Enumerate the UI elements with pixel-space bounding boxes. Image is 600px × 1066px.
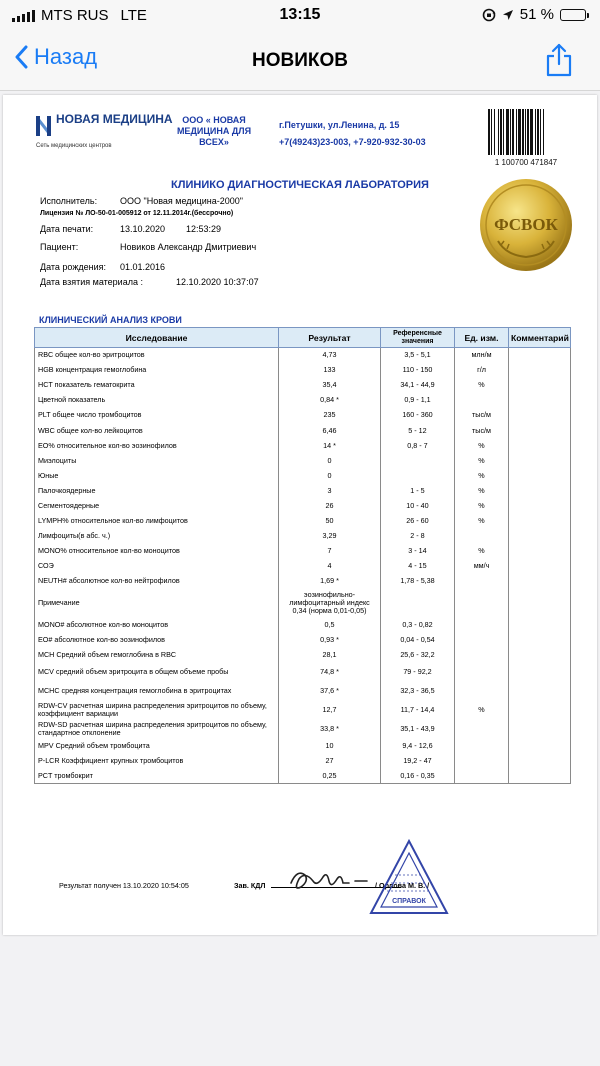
comment-cell — [509, 378, 571, 393]
reference-cell: 11,7 - 14,4 — [381, 700, 455, 719]
reference-cell: 25,6 - 32,2 — [381, 647, 455, 662]
print-date-label: Дата печати: — [40, 224, 94, 234]
result-cell: 235 — [279, 408, 381, 423]
back-button-label: Назад — [34, 44, 98, 69]
page-title: НОВИКОВ — [252, 50, 348, 71]
share-icon[interactable] — [544, 42, 574, 78]
comment-cell — [509, 363, 571, 378]
barcode-bar — [540, 109, 541, 155]
test-name-cell: RBC общее кол-во эритроцитов — [35, 348, 279, 363]
carrier-label: MTS RUS — [41, 7, 109, 24]
reference-cell: 32,3 - 36,5 — [381, 681, 455, 700]
reference-cell: 79 - 92,2 — [381, 662, 455, 681]
test-name-cell: LYMPH% относительное кол-во лимфоцитов — [35, 514, 279, 529]
test-name-cell: P-LCR Коэффициент крупных тромбоцитов — [35, 753, 279, 768]
result-cell: 4,73 — [279, 348, 381, 363]
result-cell: 133 — [279, 363, 381, 378]
table-row — [35, 529, 571, 544]
reference-cell — [381, 589, 455, 617]
reference-cell: 1 - 5 — [381, 483, 455, 498]
reference-cell — [381, 453, 455, 468]
section-title: КЛИНИЧЕСКИЙ АНАЛИЗ КРОВИ — [39, 315, 182, 325]
network-label: LTE — [120, 7, 147, 24]
header-unit: Ед. изм. — [455, 328, 509, 348]
barcode-bar — [537, 109, 539, 155]
header-test: Исследование — [35, 328, 279, 348]
result-cell: 74,8 * — [279, 662, 381, 681]
unit-cell — [455, 589, 509, 617]
comment-cell — [509, 719, 571, 738]
reference-cell — [381, 468, 455, 483]
reference-cell: 3,5 - 5,1 — [381, 348, 455, 363]
table-row — [35, 574, 571, 589]
table-row — [35, 662, 571, 681]
result-cell: 33,8 * — [279, 719, 381, 738]
result-cell: 7 — [279, 544, 381, 559]
barcode-bar — [525, 109, 526, 155]
status-bar — [0, 0, 600, 34]
test-name-cell: Лимфоциты(в абс. ч.) — [35, 529, 279, 544]
license-text: Лицензия № ЛО-50-01-005912 от 12.11.2014г.(бессрочно) — [40, 210, 234, 217]
comment-cell — [509, 529, 571, 544]
print-date-row — [40, 224, 222, 234]
table-row — [35, 647, 571, 662]
unit-cell: % — [455, 453, 509, 468]
comment-cell — [509, 738, 571, 753]
table-row — [35, 363, 571, 378]
barcode-bar — [527, 109, 529, 155]
reference-cell: 5 - 12 — [381, 423, 455, 438]
patient-row — [40, 242, 257, 252]
sample-date-label: Дата взятия материала : — [40, 277, 143, 287]
result-cell: 26 — [279, 498, 381, 513]
result-cell: 6,46 — [279, 423, 381, 438]
head-label-text: Зав. КДЛ — [234, 881, 266, 890]
table-row — [35, 393, 571, 408]
battery-percent: 51 % — [519, 6, 554, 23]
unit-cell: % — [455, 438, 509, 453]
comment-cell — [509, 662, 571, 681]
test-name-cell: Примечание — [35, 589, 279, 617]
unit-cell — [455, 393, 509, 408]
clock: 13:15 — [279, 6, 321, 23]
result-cell: 10 — [279, 738, 381, 753]
unit-cell: г/л — [455, 363, 509, 378]
test-name-cell: WBC общее кол-во лейкоцитов — [35, 423, 279, 438]
test-name-cell: HCT показатель гематокрита — [35, 378, 279, 393]
result-cell: 37,6 * — [279, 681, 381, 700]
comment-cell — [509, 632, 571, 647]
barcode-bar — [494, 109, 495, 155]
test-name-cell: EO% относительное кол-во эозинофилов — [35, 438, 279, 453]
battery-icon — [560, 9, 586, 21]
comment-cell — [509, 348, 571, 363]
result-cell: эозинофильно-лимфоцитарный индекс 0,34 (норма 0,01-0,05) — [279, 589, 381, 617]
result-cell: 27 — [279, 753, 381, 768]
patient-name: Новиков Александр Дмитриевич — [120, 242, 257, 252]
table-row — [35, 514, 571, 529]
reference-cell: 0,9 - 1,1 — [381, 393, 455, 408]
unit-cell — [455, 662, 509, 681]
unit-cell: % — [455, 468, 509, 483]
comment-cell — [509, 514, 571, 529]
unit-cell: % — [455, 700, 509, 719]
result-cell: 0 — [279, 468, 381, 483]
unit-cell — [455, 647, 509, 662]
result-cell: 3 — [279, 483, 381, 498]
result-cell: 14 * — [279, 438, 381, 453]
address-line: г.Петушки, ул.Ленина, д. 15 — [279, 120, 400, 130]
table-row — [35, 753, 571, 768]
lab-report-document — [3, 95, 597, 935]
print-time: 12:53:29 — [186, 224, 222, 234]
comment-cell — [509, 647, 571, 662]
sample-date: 12.10.2020 10:37:07 — [176, 277, 259, 287]
barcode-bar — [543, 109, 544, 155]
barcode-bar — [530, 109, 533, 155]
table-row — [35, 559, 571, 574]
result-cell: 50 — [279, 514, 381, 529]
test-name-cell: MCV средний объем эритроцита в общем объеме пробы — [35, 662, 279, 681]
comment-cell — [509, 681, 571, 700]
unit-cell: % — [455, 514, 509, 529]
head-name: / Орлова М. В. / — [375, 881, 430, 890]
table-row — [35, 700, 571, 719]
test-name-cell: MONO% относительное кол-во моноцитов — [35, 544, 279, 559]
patient-label: Пациент: — [40, 242, 79, 252]
stamp-text: СПРАВОК — [392, 898, 426, 905]
table-row — [35, 423, 571, 438]
test-name-cell: Миэлоциты — [35, 453, 279, 468]
table-row — [35, 483, 571, 498]
logo-subtitle: Сеть медицинских центров — [36, 143, 112, 149]
reference-cell: 34,1 - 44,9 — [381, 378, 455, 393]
table-row — [35, 498, 571, 513]
birth-date-row — [40, 262, 166, 272]
result-cell: 0,5 — [279, 617, 381, 632]
unit-cell: % — [455, 498, 509, 513]
comment-cell — [509, 559, 571, 574]
result-cell: 0,25 — [279, 768, 381, 783]
test-name-cell: HGB концентрация гемоглобина — [35, 363, 279, 378]
table-row — [35, 768, 571, 783]
reference-cell: 3 - 14 — [381, 544, 455, 559]
print-date: 13.10.2020 — [120, 224, 166, 234]
barcode-bar — [510, 109, 511, 155]
executor-value: ООО "Новая медицина-2000" — [120, 196, 243, 206]
reference-cell: 26 - 60 — [381, 514, 455, 529]
comment-cell — [509, 468, 571, 483]
reference-cell: 35,1 - 43,9 — [381, 719, 455, 738]
unit-cell — [455, 738, 509, 753]
result-cell: 4 — [279, 559, 381, 574]
barcode-bar — [503, 109, 504, 155]
comment-cell — [509, 453, 571, 468]
test-name-cell: СОЭ — [35, 559, 279, 574]
table-row — [35, 408, 571, 423]
executor-row — [40, 196, 243, 206]
test-name-cell: MONO# абсолютное кол-во моноцитов — [35, 617, 279, 632]
result-cell: 28,1 — [279, 647, 381, 662]
reference-cell: 0,3 - 0,82 — [381, 617, 455, 632]
test-name-cell: MPV Средний объем тромбоцита — [35, 738, 279, 753]
comment-cell — [509, 544, 571, 559]
test-name-cell: RDW-SD расчетная ширина распределения эритроцитов по объему, стандартное отклонение — [35, 719, 279, 738]
result-cell: 0 — [279, 453, 381, 468]
barcode-bar — [535, 109, 536, 155]
test-name-cell: PLT общее число тромбоцитов — [35, 408, 279, 423]
test-name-cell: MCH Средний объем гемоглобина в RBC — [35, 647, 279, 662]
test-name-cell: Юные — [35, 468, 279, 483]
barcode-number: 1 100700 471847 — [494, 158, 558, 167]
test-name-cell: Сегментоядерные — [35, 498, 279, 513]
comment-cell — [509, 753, 571, 768]
unit-cell: тыс/м — [455, 423, 509, 438]
unit-cell — [455, 617, 509, 632]
table-header-row — [35, 328, 571, 348]
table-row — [35, 719, 571, 738]
result-cell: 12,7 — [279, 700, 381, 719]
test-name-cell: MCHC средняя концентрация гемоглобина в эритроцитах — [35, 681, 279, 700]
unit-cell — [455, 681, 509, 700]
comment-cell — [509, 393, 571, 408]
comment-cell — [509, 408, 571, 423]
barcode-bar — [491, 109, 492, 155]
test-name-cell: Палочкоядерные — [35, 483, 279, 498]
reference-cell: 4 - 15 — [381, 559, 455, 574]
result-cell: 3,29 — [279, 529, 381, 544]
navigation-bar — [0, 34, 600, 91]
unit-cell — [455, 529, 509, 544]
barcode-bar — [498, 109, 499, 155]
unit-cell: % — [455, 378, 509, 393]
unit-cell — [455, 719, 509, 738]
barcode-bar — [488, 109, 490, 155]
header-reference: Референсные значения — [381, 328, 455, 348]
result-cell: 0,84 * — [279, 393, 381, 408]
birth-date: 01.01.2016 — [120, 262, 166, 272]
unit-cell: % — [455, 483, 509, 498]
seal-text: ФСВОК — [494, 215, 558, 234]
test-name-cell: PCT тромбокрит — [35, 768, 279, 783]
table-row — [35, 589, 571, 617]
reference-cell: 160 - 360 — [381, 408, 455, 423]
reference-cell: 0,8 - 7 — [381, 438, 455, 453]
barcode-image — [487, 109, 563, 155]
barcode-bar — [522, 109, 524, 155]
header-result: Результат — [279, 328, 381, 348]
barcode-bar — [516, 109, 517, 155]
rotation-lock-icon — [482, 8, 496, 22]
table-row — [35, 632, 571, 647]
result-cell: 0,93 * — [279, 632, 381, 647]
result-cell: 1,69 * — [279, 574, 381, 589]
reference-cell: 1,78 - 5,38 — [381, 574, 455, 589]
comment-cell — [509, 423, 571, 438]
comment-cell — [509, 498, 571, 513]
comment-cell — [509, 574, 571, 589]
logo-name: НОВАЯ МЕДИЦИНА — [56, 112, 173, 126]
table-row — [35, 544, 571, 559]
reference-cell: 0,16 - 0,35 — [381, 768, 455, 783]
table-row — [35, 378, 571, 393]
reference-cell: 19,2 - 47 — [381, 753, 455, 768]
reference-cell: 110 - 150 — [381, 363, 455, 378]
comment-cell — [509, 589, 571, 617]
sample-date-row — [40, 277, 259, 287]
executor-label: Исполнитель: — [40, 196, 98, 206]
comment-cell — [509, 438, 571, 453]
comment-cell — [509, 483, 571, 498]
result-cell: 35,4 — [279, 378, 381, 393]
birth-date-label: Дата рождения: — [40, 262, 106, 272]
lab-stamp-image — [365, 835, 453, 923]
unit-cell: тыс/м — [455, 408, 509, 423]
phones-line: +7(49243)23-003, +7-920-932-30-03 — [279, 137, 426, 147]
barcode-bar — [500, 109, 502, 155]
reference-cell: 9,4 - 12,6 — [381, 738, 455, 753]
logo-mark-icon — [36, 116, 51, 136]
result-received-text: Результат получен 13.10.2020 10:54:05 — [59, 881, 189, 890]
unit-cell: млн/м — [455, 348, 509, 363]
test-name-cell: NEUTH# абсолютное кол-во нейтрофилов — [35, 574, 279, 589]
unit-cell — [455, 574, 509, 589]
table-row — [35, 348, 571, 363]
unit-cell: % — [455, 544, 509, 559]
test-name-cell: EO# абсолютное кол-во эозинофилов — [35, 632, 279, 647]
status-right — [482, 6, 586, 23]
barcode-bar — [518, 109, 521, 155]
header-comment: Комментарий — [509, 328, 571, 348]
barcode-bar — [506, 109, 509, 155]
unit-cell — [455, 753, 509, 768]
table-row — [35, 681, 571, 700]
reference-cell: 2 - 8 — [381, 529, 455, 544]
location-icon — [502, 9, 514, 21]
table-row — [35, 468, 571, 483]
reference-cell: 0,04 - 0,54 — [381, 632, 455, 647]
results-table — [34, 327, 571, 784]
lab-title: КЛИНИКО ДИАГНОСТИЧЕСКАЯ ЛАБОРАТОРИЯ — [171, 179, 429, 191]
comment-cell — [509, 617, 571, 632]
table-row — [35, 738, 571, 753]
results-body — [35, 348, 571, 784]
clinic-address — [279, 117, 426, 151]
table-row — [35, 453, 571, 468]
organization-name: ООО « НОВАЯ МЕДИЦИНА ДЛЯ ВСЕХ» — [176, 115, 252, 147]
test-name-cell: RDW-CV расчетная ширина распределения эритроцитов по объему, коэффициент вариации — [35, 700, 279, 719]
table-row — [35, 617, 571, 632]
table-row — [35, 438, 571, 453]
test-name-cell: Цветной показатель — [35, 393, 279, 408]
reference-cell: 10 - 40 — [381, 498, 455, 513]
unit-cell — [455, 632, 509, 647]
barcode-bar — [512, 109, 514, 155]
unit-cell: мм/ч — [455, 559, 509, 574]
comment-cell — [509, 700, 571, 719]
comment-cell — [509, 768, 571, 783]
unit-cell — [455, 768, 509, 783]
